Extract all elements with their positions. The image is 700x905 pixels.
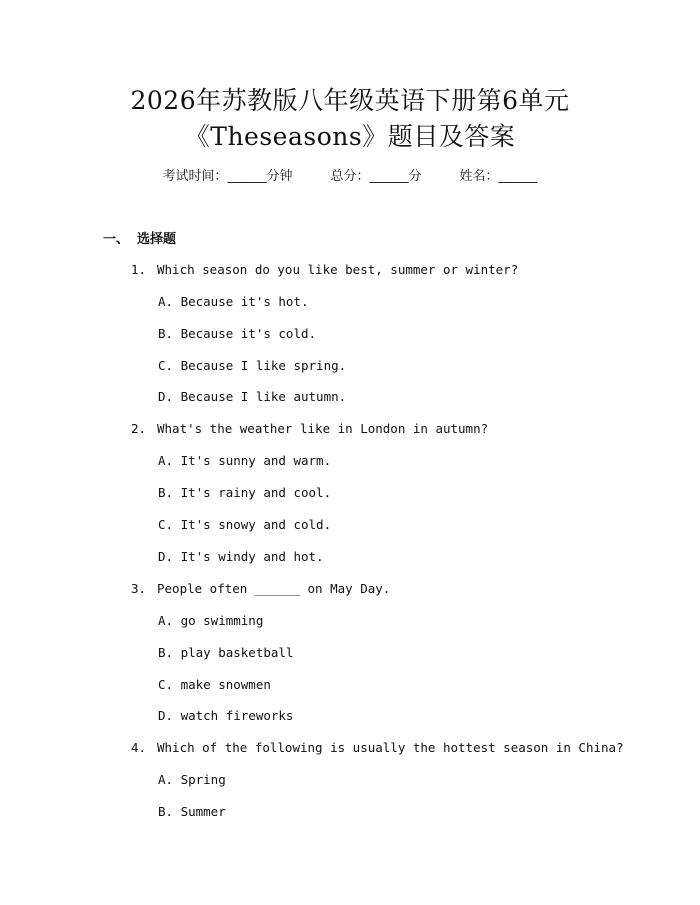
exam-total-score: 总分：______分	[330, 169, 422, 184]
section-label: 选择题	[137, 232, 177, 247]
section-heading	[103, 231, 176, 249]
student-name: 姓名：______	[459, 169, 538, 184]
question-1-option-a: A. Because it's hot.	[158, 294, 309, 309]
question-3-option-b: B. play basketball	[158, 645, 294, 660]
question-text: Which season do you like best, summer or winter?	[157, 262, 519, 277]
question-number: 2.	[131, 421, 147, 436]
question-3-option-d: D. watch fireworks	[158, 708, 294, 723]
question-4	[131, 739, 624, 757]
question-4-option-b: B. Summer	[158, 804, 226, 819]
question-text: People often ______ on May Day.	[157, 581, 391, 596]
question-number: 4.	[131, 740, 147, 755]
question-text: Which of the following is usually the hottest season in China?	[157, 740, 624, 755]
question-2	[131, 420, 488, 438]
document-title-line-1: 2026年苏教版八年级英语下册第6单元	[130, 86, 570, 115]
question-1-option-d: D. Because I like autumn.	[158, 389, 347, 404]
question-3	[131, 580, 390, 598]
question-1-option-b: B. Because it's cold.	[158, 326, 317, 341]
question-2-option-c: C. It's snowy and cold.	[158, 517, 332, 532]
question-text: What's the weather like in London in autumn?	[157, 421, 489, 436]
exam-time: 考试时间：______分钟	[162, 169, 293, 184]
question-number: 1.	[131, 262, 147, 277]
question-3-option-c: C. make snowmen	[158, 677, 271, 692]
question-number: 3.	[131, 581, 147, 596]
section-number: 一、	[103, 232, 130, 247]
question-2-option-b: B. It's rainy and cool.	[158, 485, 332, 500]
exam-meta	[0, 168, 700, 186]
document-title-line-2: 《Theseasons》题目及答案	[184, 122, 516, 151]
question-1	[131, 261, 518, 279]
question-3-option-a: A. go swimming	[158, 613, 264, 628]
question-2-option-d: D. It's windy and hot.	[158, 549, 324, 564]
question-4-option-a: A. Spring	[158, 772, 226, 787]
question-1-option-c: C. Because I like spring.	[158, 358, 347, 373]
question-2-option-a: A. It's sunny and warm.	[158, 453, 332, 468]
